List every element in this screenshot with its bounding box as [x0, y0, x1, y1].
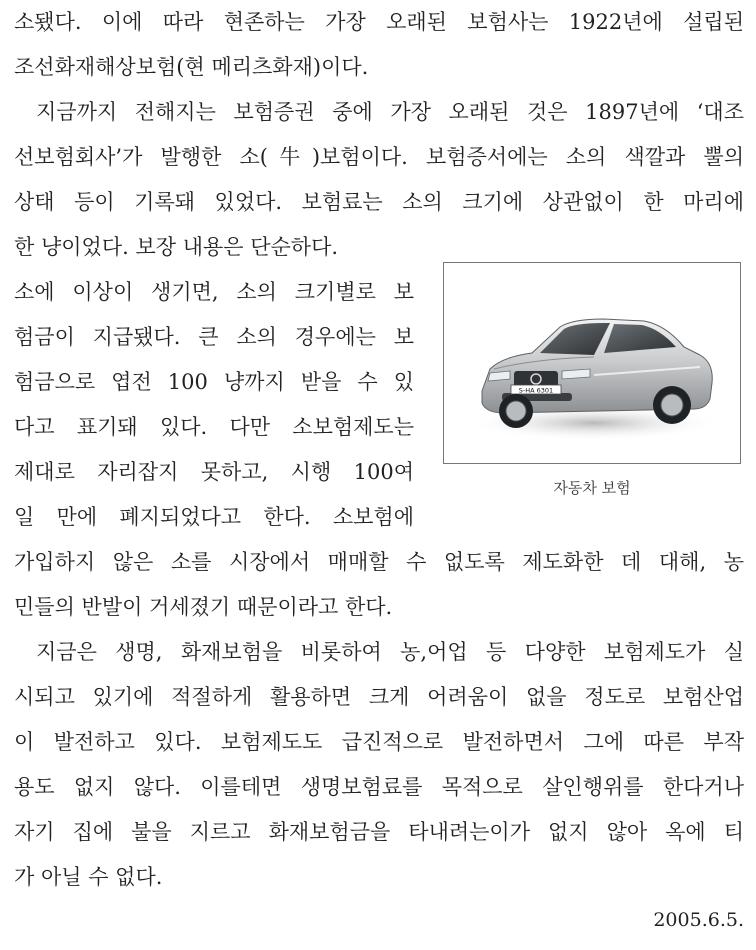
- text-line: 자기 집에 불을 지르고 화재보험금을 타내려는이가 없지 않아 옥에 티: [14, 820, 744, 844]
- car-photo-frame: [443, 262, 741, 464]
- car-headlight-right: [562, 369, 590, 379]
- text-line: 선보험회사’가 발행한 소(牛)보험이다. 보험증서에는 소의 색깔과 뿔의: [14, 145, 744, 169]
- text-line: 지금은 생명, 화재보험을 비롯하여 농,어업 등 다양한 보험제도가 실: [36, 640, 744, 664]
- car-illustration: [444, 263, 740, 463]
- text-line: 다고 표기돼 있다. 다만 소보험제도는: [14, 415, 414, 439]
- text-line: 험금으로 엽전 100 냥까지 받을 수 있: [14, 370, 414, 394]
- figure-caption: 자동차 보험: [553, 479, 631, 497]
- text-line: 험금이 지급됐다. 큰 소의 경우에는 보: [14, 325, 414, 349]
- text-line: 한 냥이었다. 보장 내용은 단순하다.: [14, 235, 339, 259]
- text-line: 시되고 있기에 적절하게 활용하면 크게 어려움이 없을 정도로 보험산업: [14, 685, 744, 709]
- text-line: 소에 이상이 생기면, 소의 크기별로 보: [14, 280, 414, 304]
- car-headlight-left: [488, 371, 510, 381]
- text-line: 민들의 반발이 거세졌기 때문이라고 한다.: [14, 595, 393, 619]
- license-plate-text: S-HA 6301: [518, 386, 554, 395]
- text-line: 가입하지 않은 소를 시장에서 매매할 수 없도록 제도화한 데 대해, 농: [14, 550, 744, 574]
- text-line: 용도 없지 않다. 이를테면 생명보험료를 목적으로 살인행위를 한다거나: [14, 775, 744, 799]
- text-line: 가 아닐 수 없다.: [14, 865, 163, 889]
- text-line: 상태 등이 기록돼 있었다. 보험료는 소의 크기에 상관없이 한 마리에: [14, 190, 744, 214]
- text-line: 소됐다. 이에 따라 현존하는 가장 오래된 보험사는 1922년에 설립된: [14, 10, 744, 34]
- text-line: 이 발전하고 있다. 보험제도도 급진적으로 발전하면서 그에 따른 부작: [14, 730, 744, 754]
- text-line: 일 만에 폐지되었다고 한다. 소보험에: [14, 505, 414, 529]
- text-line: 조선화재해상보험(현 메리츠화재)이다.: [14, 55, 369, 79]
- text-line: 지금까지 전해지는 보험증권 중에 가장 오래된 것은 1897년에 ‘대조: [36, 100, 744, 124]
- document-date: 2005.6.5.: [653, 909, 744, 931]
- text-line: 제대로 자리잡지 못하고, 시행 100여: [14, 460, 414, 484]
